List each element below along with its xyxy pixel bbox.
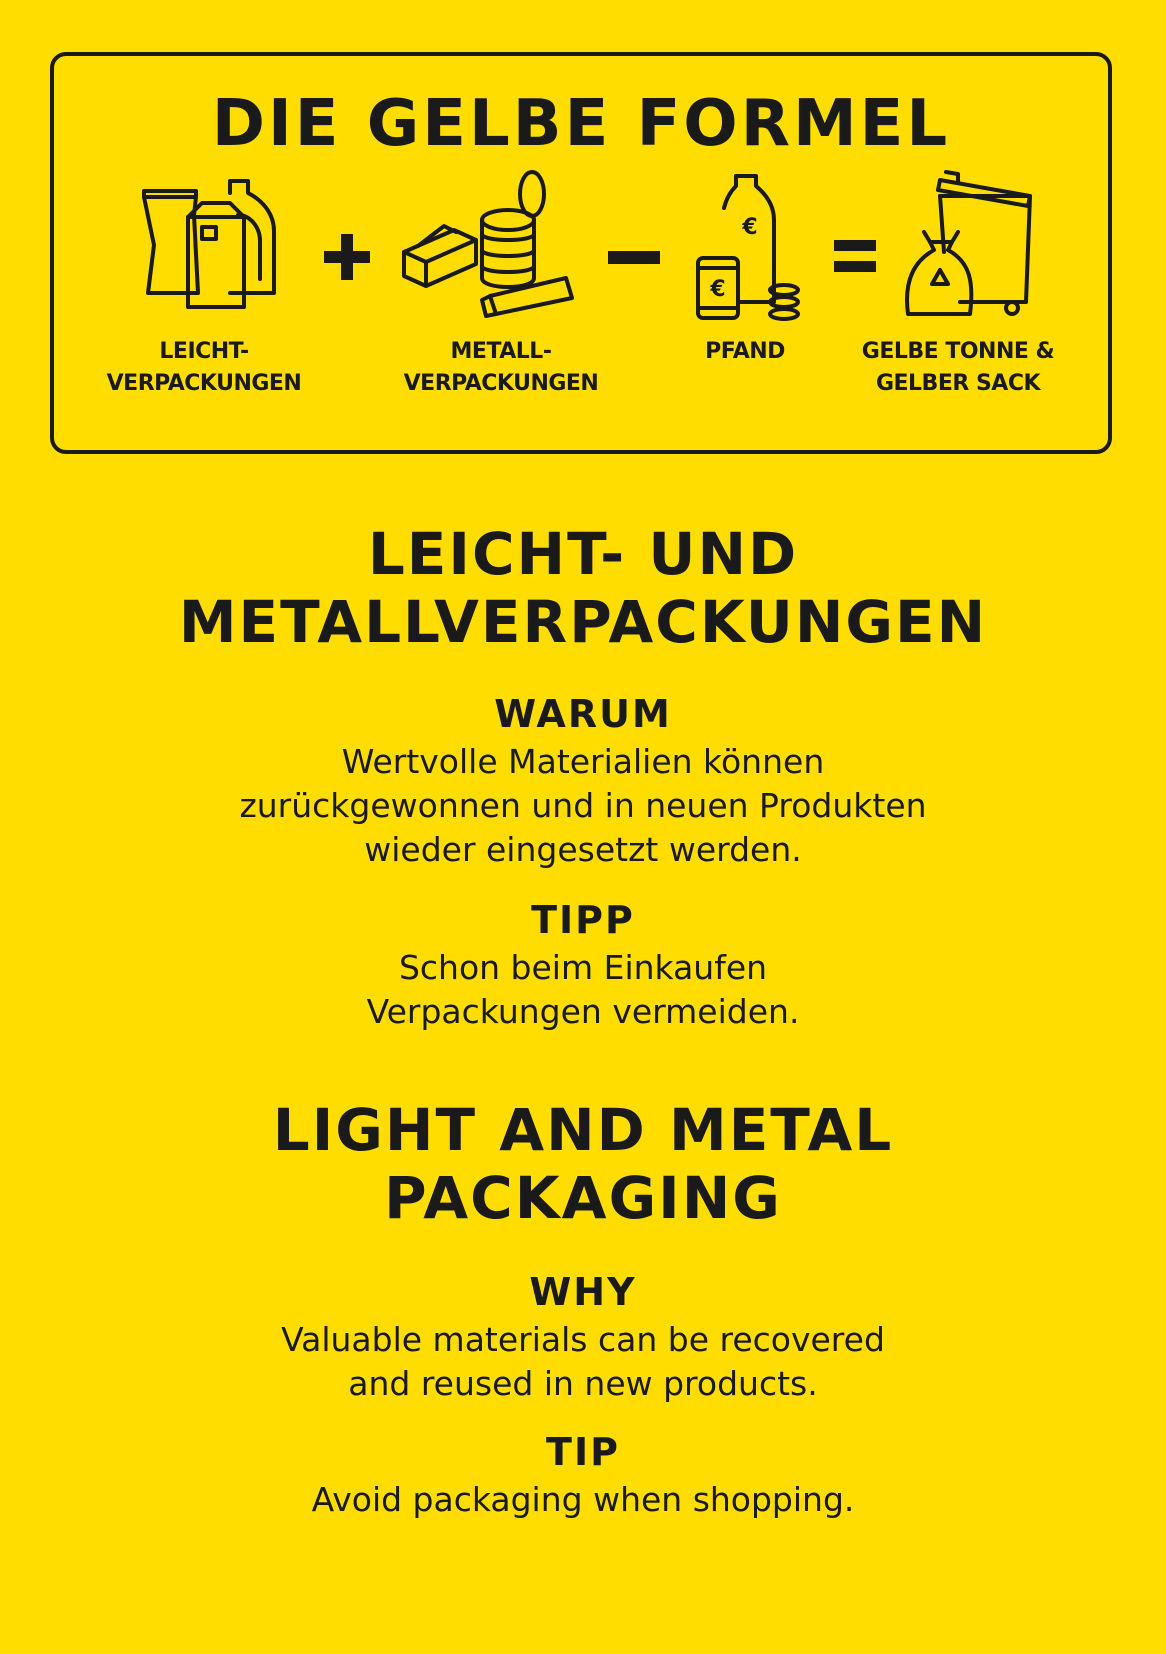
minus-icon xyxy=(606,248,662,268)
deposit-icon xyxy=(694,172,804,322)
label-light-packaging: LEICHT- VERPACKUNGEN xyxy=(106,339,302,396)
german-heading: LEICHT- UND METALLVERPACKUNGEN xyxy=(178,520,988,656)
formula-title: DIE GELBE FORMEL xyxy=(211,87,951,161)
english-why-title: WHY xyxy=(529,1270,637,1314)
english-tip-title: TIP xyxy=(546,1430,620,1474)
plus-icon xyxy=(322,232,372,282)
english-why-text: Valuable materials can be recovered and reused in new products. xyxy=(281,1320,885,1403)
german-tip-title: TIPP xyxy=(531,898,635,942)
english-heading: LIGHT AND METAL PACKAGING xyxy=(272,1096,894,1232)
german-why-title: WARUM xyxy=(494,692,672,736)
yellow-bin-bag-icon xyxy=(900,162,1040,322)
equals-icon xyxy=(832,236,878,276)
label-yellow-bin: GELBE TONNE & GELBER SACK xyxy=(861,339,1055,396)
label-deposit: PFAND xyxy=(705,339,785,364)
metal-packaging-icon xyxy=(398,168,578,318)
german-why-text: Wertvolle Materialien können zurückgewonnen und in neuen Produkten wieder eingesetzt werden. xyxy=(239,742,927,869)
deposit-euro-bottle: € xyxy=(742,215,758,240)
label-metal-packaging: METALL- VERPACKUNGEN xyxy=(403,339,599,396)
deposit-euro-can: € xyxy=(710,277,726,302)
german-tip-text: Schon beim Einkaufen Verpackungen vermeiden. xyxy=(366,948,800,1031)
english-tip-text: Avoid packaging when shopping. xyxy=(311,1480,855,1519)
light-packaging-icon xyxy=(138,175,288,315)
